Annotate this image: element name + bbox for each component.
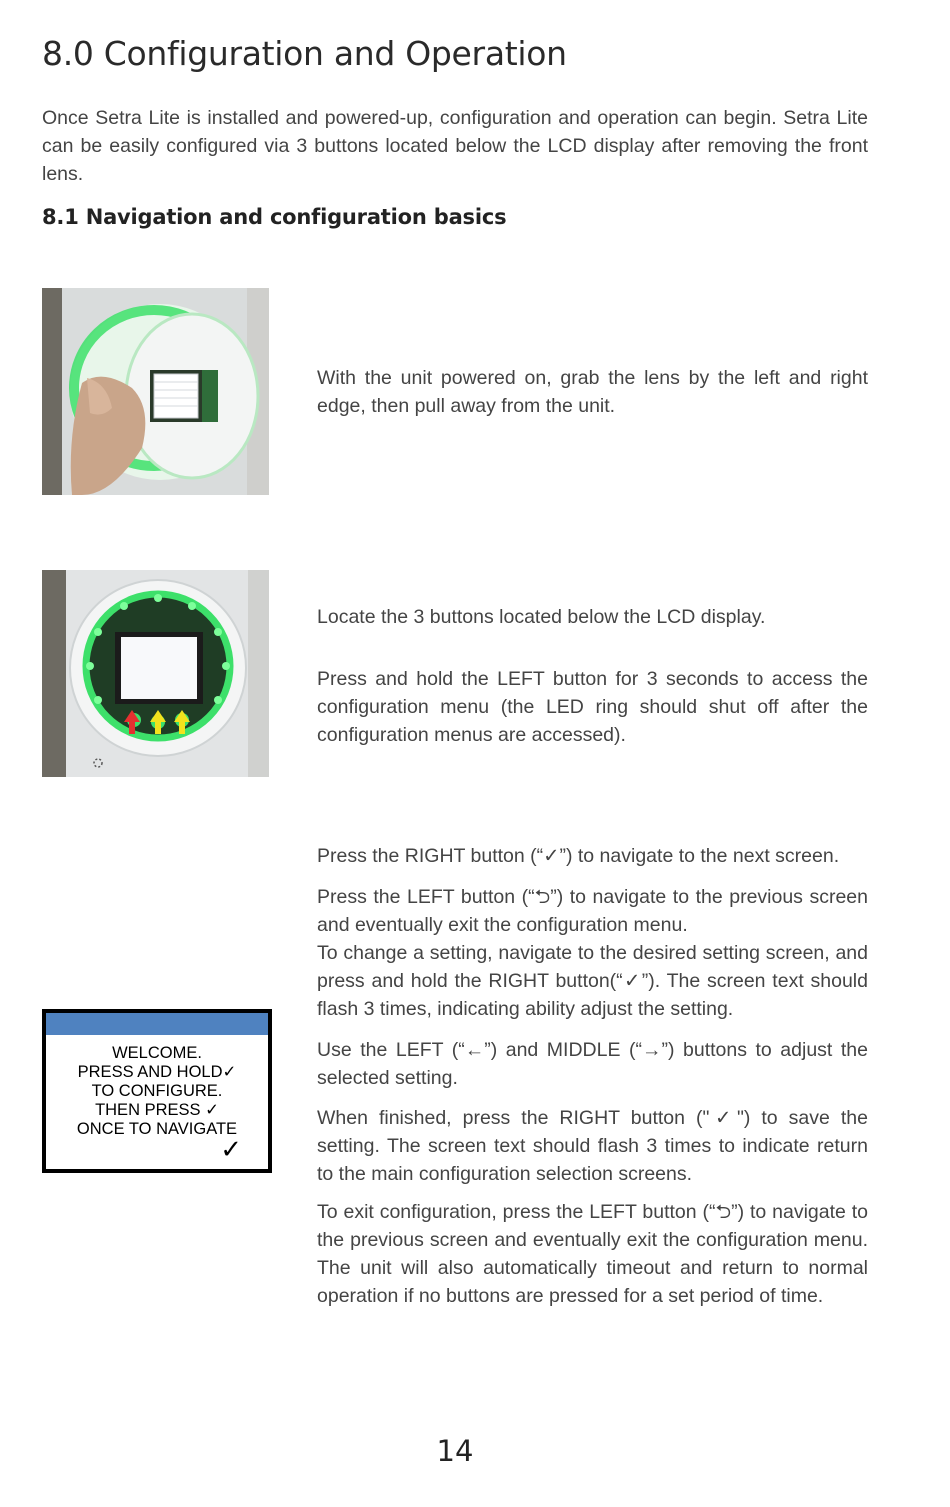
step3-left-button-text: Press the LEFT button (“⮌”) to navigate to the previous screen and eventually exit the configuration menu. xyxy=(317,886,868,936)
step3-right-button-text: Press the RIGHT button (“✓”) to navigate to the next screen. xyxy=(317,845,840,867)
check-icon: ✓ xyxy=(220,1134,242,1164)
lcd-line: PRESS AND HOLD✓ xyxy=(77,1063,237,1081)
section-heading: 8.1 Navigation and configuration basics xyxy=(42,205,507,229)
lcd-line: ONCE TO NAVIGATE xyxy=(76,1120,238,1138)
lens-removal-photo xyxy=(42,288,269,495)
step3-change-setting-text: To change a setting, navigate to the desired setting screen, and press and hold the RIGHT button(“✓”). The screen text should flash 3 times, indicating ability adjust the setting. xyxy=(317,942,868,1020)
intro-paragraph: Once Setra Lite is installed and powered-up, configuration and operation can begin. Setra Lite can be easily configured via 3 buttons located below the LCD display after removing the front lens. xyxy=(42,107,868,185)
step1-text: With the unit powered on, grab the lens by the left and right edge, then pull away from the unit. xyxy=(317,367,868,417)
step2-locate-text: Locate the 3 buttons located below the LCD display. xyxy=(317,606,766,628)
lcd-line: WELCOME. xyxy=(112,1044,202,1062)
lcd-welcome-screen xyxy=(42,1009,272,1173)
lcd-line: THEN PRESS ✓ xyxy=(95,1101,219,1119)
buttons-photo xyxy=(42,570,269,777)
page-title: 8.0 Configuration and Operation xyxy=(42,34,567,73)
step3-exit-text: To exit configuration, press the LEFT button (“⮌”) to navigate to the previous screen and eventually exit the configuration menu. The unit will also automatically timeout and return to normal operation if no buttons are pressed for a set period of time. xyxy=(317,1201,868,1307)
page-number: 14 xyxy=(436,1434,474,1468)
lcd-line: TO CONFIGURE. xyxy=(91,1082,223,1100)
step3-save-text: When finished, press the RIGHT button ("✓") to save the setting. The screen text should flash 3 times to indicate return to the main configuration selection screens. xyxy=(317,1107,868,1185)
step3-adjust-text: Use the LEFT (“←”) and MIDDLE (“→”) buttons to adjust the selected setting. xyxy=(317,1039,868,1089)
step2-hold-text: Press and hold the LEFT button for 3 seconds to access the configuration menu (the LED ring should shut off after the configuration menus are accessed). xyxy=(317,668,868,746)
lcd-header-bar xyxy=(46,1013,268,1035)
